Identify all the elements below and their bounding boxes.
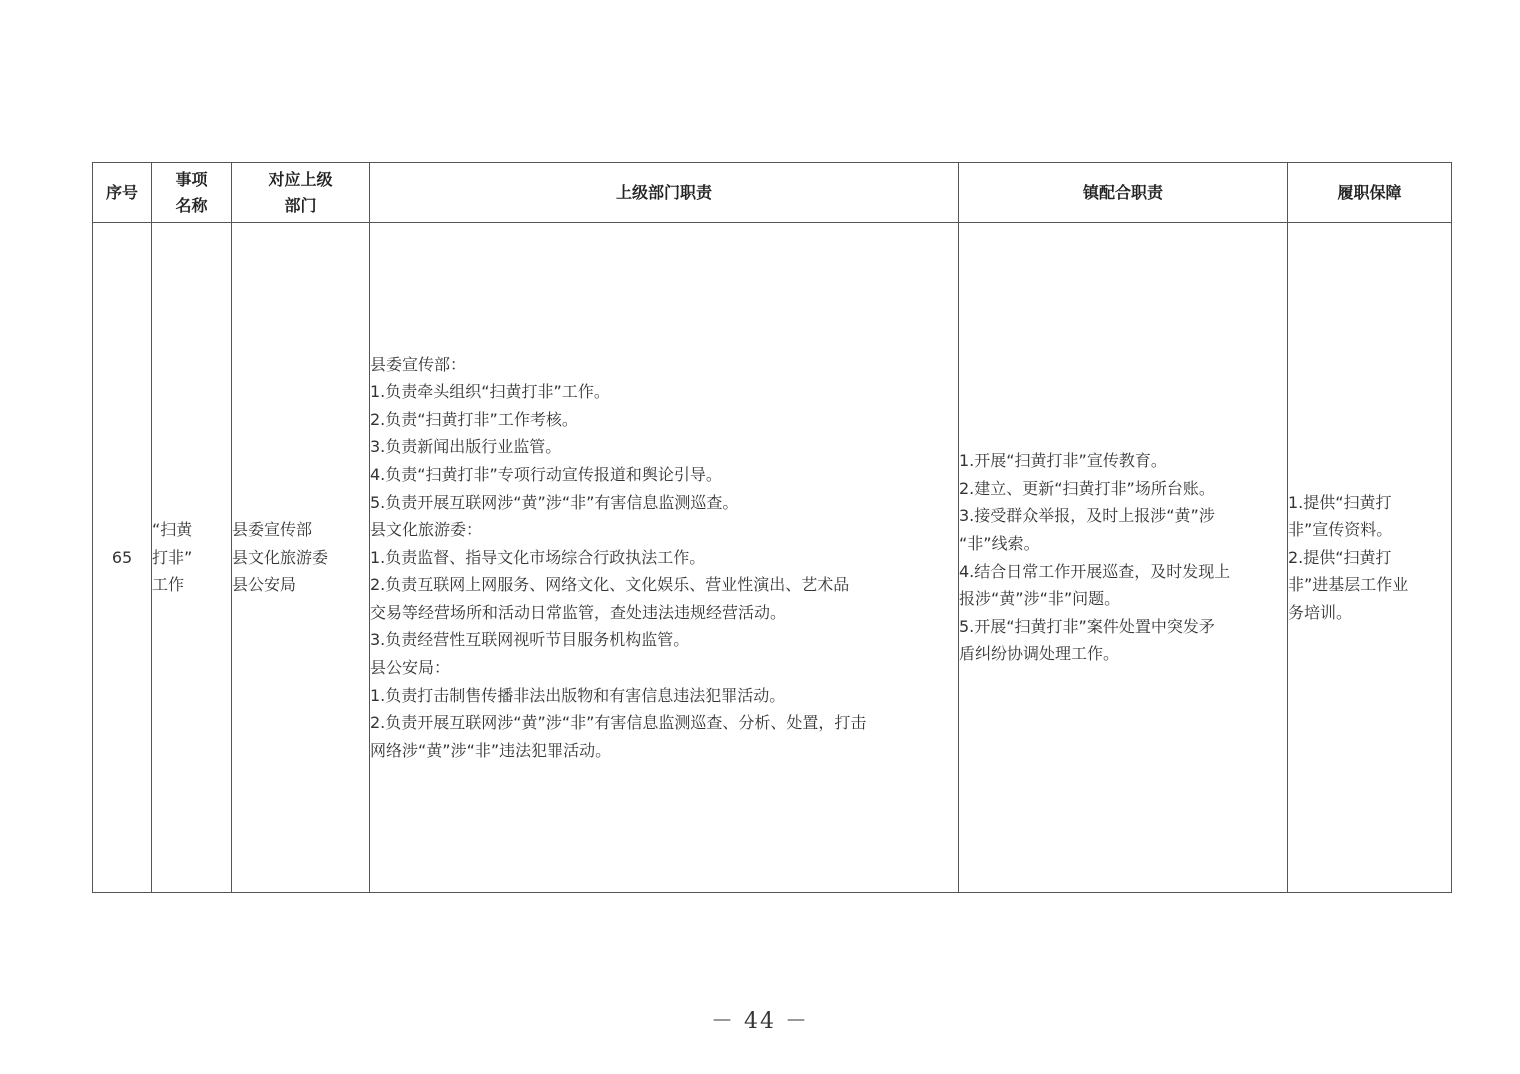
- guarantee-line: 非”进基层工作业: [1288, 575, 1409, 595]
- upper-duty-line: 3.负责新闻出版行业监管。: [370, 437, 562, 457]
- header-department: 对应上级 部门: [232, 163, 370, 223]
- upper-duty-line: 2.负责开展互联网涉“黄”涉“非”有害信息监测巡查、分析、处置，打击: [370, 713, 867, 733]
- town-duty-line: 报涉“黄”涉“非”问题。: [959, 589, 1121, 609]
- header-guarantee: 履职保障: [1288, 163, 1452, 223]
- upper-duty-line: 交易等经营场所和活动日常监管，查处违法违规经营活动。: [370, 602, 787, 622]
- department-line: 县文化旅游委: [232, 547, 329, 567]
- upper-duty-line: 4.负责“扫黄打非”专项行动宣传报道和舆论引导。: [370, 464, 722, 484]
- table-header-row: [93, 163, 1452, 223]
- town-duty-line: 3.接受群众举报，及时上报涉“黄”涉: [959, 506, 1215, 526]
- upper-duty-line: 网络涉“黄”涉“非”违法犯罪活动。: [370, 740, 612, 760]
- upper-duty-line: 县公安局：: [370, 658, 451, 678]
- upper-duty-line: 2.负责互联网上网服务、网络文化、文化娱乐、营业性演出、艺术品: [370, 575, 850, 595]
- upper-duty-line: 2.负责“扫黄打非”工作考核。: [370, 409, 578, 429]
- cell-guarantee: [1288, 223, 1452, 893]
- header-no: 序号: [93, 163, 152, 223]
- cell-item-name: [152, 223, 232, 893]
- guarantee-line: 1.提供“扫黄打: [1288, 492, 1392, 512]
- guarantee-line: 非”宣传资料。: [1288, 520, 1393, 540]
- cell-upper-duties: [370, 223, 959, 893]
- duty-table: [92, 162, 1452, 893]
- header-item-name: 事项 名称: [152, 163, 232, 223]
- page-number: － 44 －: [711, 1009, 809, 1034]
- upper-duty-line: 1.负责牵头组织“扫黄打非”工作。: [370, 382, 610, 402]
- town-duty-line: “非”线索。: [959, 533, 1040, 553]
- item-name-line: 打非”: [152, 547, 193, 567]
- upper-duty-line: 3.负责经营性互联网视听节目服务机构监管。: [370, 630, 690, 650]
- upper-duty-line: 1.负责监督、指导文化市场综合行政执法工作。: [370, 547, 706, 567]
- cell-town-duties: [959, 223, 1288, 893]
- item-name-line: 工作: [152, 575, 185, 595]
- upper-duty-line: 1.负责打击制售传播非法出版物和有害信息违法犯罪活动。: [370, 685, 786, 705]
- guarantee-line: 务培训。: [1288, 602, 1353, 622]
- town-duty-line: 1.开展“扫黄打非”宣传教育。: [959, 451, 1167, 471]
- town-duty-line: 5.开展“扫黄打非”案件处置中突发矛: [959, 616, 1215, 636]
- header-upper-duties: 上级部门职责: [370, 163, 959, 223]
- town-duty-line: 4.结合日常工作开展巡查，及时发现上: [959, 561, 1231, 581]
- cell-no: 65: [93, 223, 152, 893]
- department-line: 县委宣传部: [232, 520, 313, 540]
- table-row: [93, 223, 1452, 893]
- town-duty-line: 2.建立、更新“扫黄打非”场所台账。: [959, 478, 1215, 498]
- department-line: 县公安局: [232, 575, 297, 595]
- header-town-duties: 镇配合职责: [959, 163, 1288, 223]
- upper-duty-line: 县委宣传部：: [370, 354, 467, 374]
- cell-departments: [232, 223, 370, 893]
- guarantee-line: 2.提供“扫黄打: [1288, 547, 1392, 567]
- item-name-line: “扫黄: [152, 520, 193, 540]
- upper-duty-line: 县文化旅游委：: [370, 520, 483, 540]
- upper-duty-line: 5.负责开展互联网涉“黄”涉“非”有害信息监测巡查。: [370, 492, 739, 512]
- town-duty-line: 盾纠纷协调处理工作。: [959, 644, 1120, 664]
